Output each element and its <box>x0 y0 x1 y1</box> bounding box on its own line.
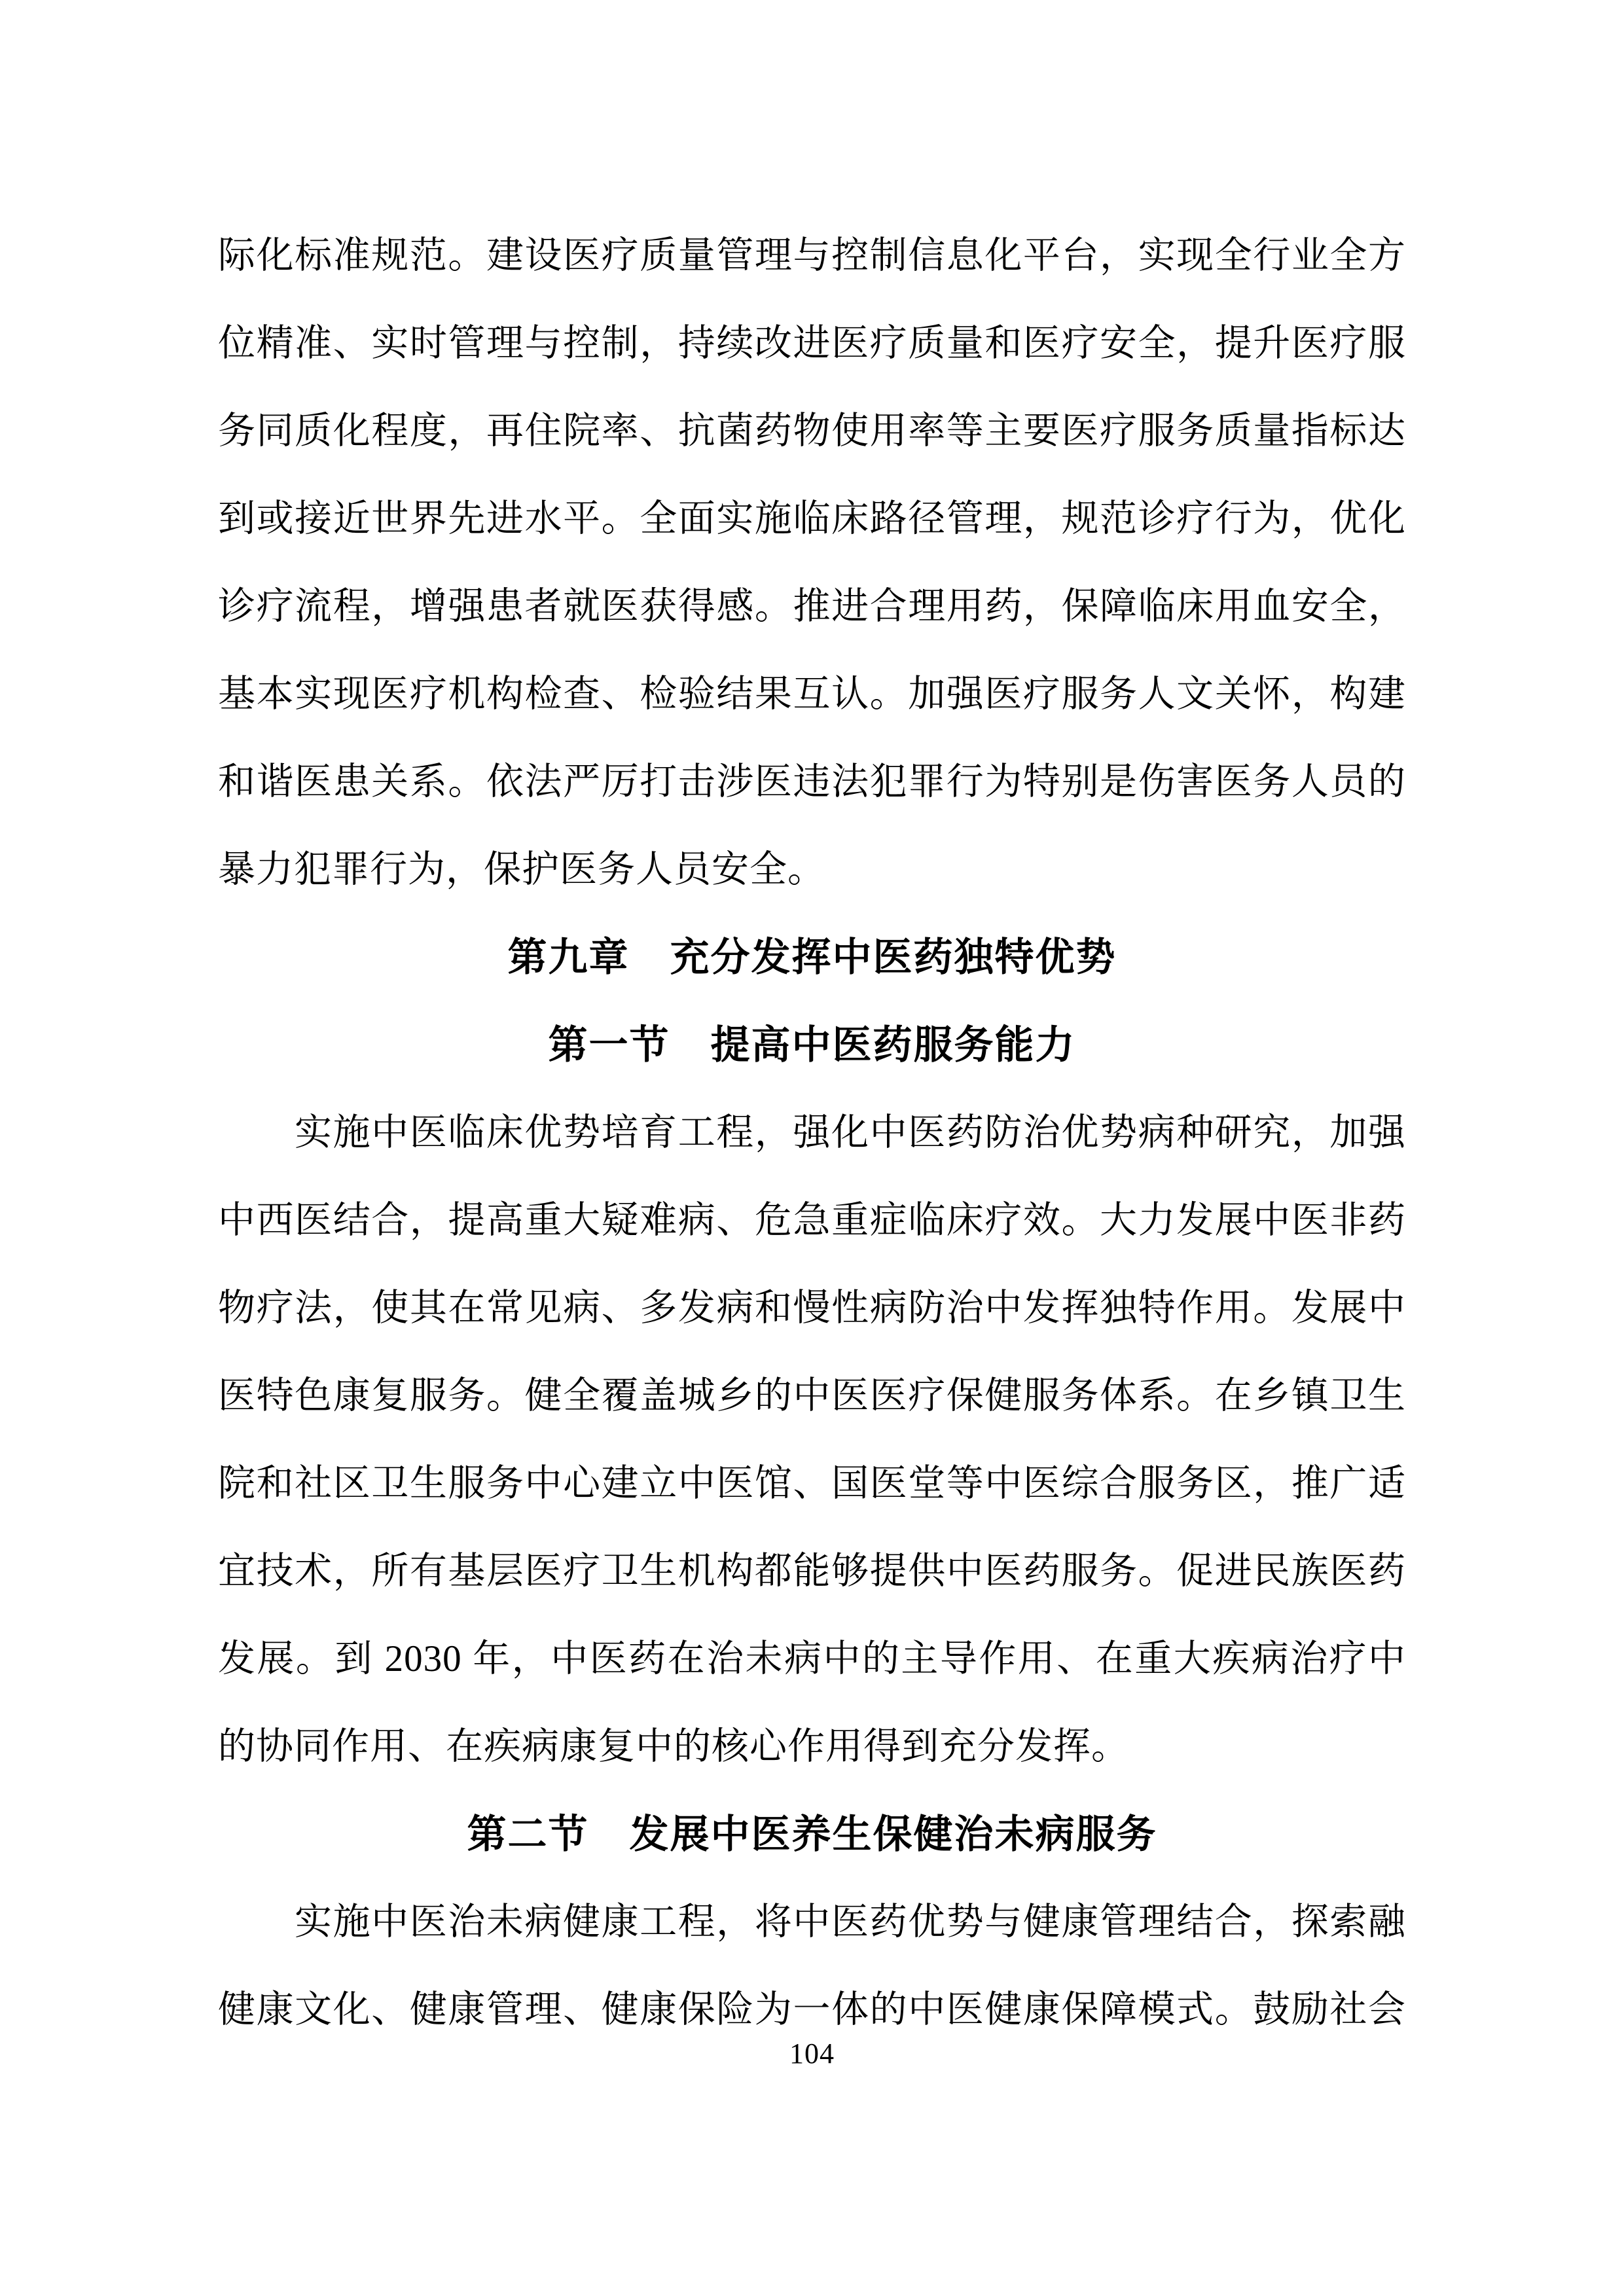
para-b-line-5: 院和社区卫生服务中心建立中医馆、国医堂等中医综合服务区，推广适 <box>218 1463 1406 1504</box>
para-b-line-2: 中西医结合，提高重大疑难病、危急重症临床疗效。大力发展中医非药 <box>218 1200 1406 1241</box>
para-a-line-8: 暴力犯罪行为，保护医务人员安全。 <box>218 849 825 890</box>
para-a-line-6: 基本实现医疗机构检查、检验结果互认。加强医疗服务人文关怀，构建 <box>218 673 1406 715</box>
para-a-line-3: 务同质化程度，再住院率、抗菌药物使用率等主要医疗服务质量指标达 <box>218 410 1406 452</box>
para-a-line-1: 际化标准规范。建设医疗质量管理与控制信息化平台，实现全行业全方 <box>218 235 1406 276</box>
para-c-line-1: 实施中医治未病健康工程，将中医药优势与健康管理结合，探索融 <box>295 1901 1406 1943</box>
page-body <box>218 212 1406 2054</box>
para-c-line-2: 健康文化、健康管理、健康保险为一体的中医健康保障模式。鼓励社会 <box>218 1989 1406 2030</box>
chapter-heading: 第九章 充分发挥中医药独特优势 <box>507 936 1117 979</box>
section-2-heading: 第二节 发展中医养生保健治未病服务 <box>467 1813 1157 1856</box>
para-b-line-8: 的协同作用、在疾病康复中的核心作用得到充分发挥。 <box>218 1726 1129 1767</box>
para-b-line-1: 实施中医临床优势培育工程，强化中医药防治优势病种研究，加强 <box>295 1112 1406 1153</box>
para-b-line-6: 宜技术，所有基层医疗卫生机构都能够提供中医药服务。促进民族医药 <box>218 1551 1406 1592</box>
para-a-line-5: 诊疗流程，增强患者就医获得感。推进合理用药，保障临床用血安全， <box>218 586 1406 627</box>
para-a-line-2: 位精准、实时管理与控制，持续改进医疗质量和医疗安全，提升医疗服 <box>218 323 1406 364</box>
section-1-heading: 第一节 提高中医药服务能力 <box>548 1024 1076 1067</box>
para-a-line-7: 和谐医患关系。依法严厉打击涉医违法犯罪行为特别是伤害医务人员的 <box>218 761 1406 802</box>
page-number: 104 <box>789 2037 835 2070</box>
para-a-line-4: 到或接近世界先进水平。全面实施临床路径管理，规范诊疗行为，优化 <box>218 498 1406 539</box>
para-b-line-3: 物疗法，使其在常见病、多发病和慢性病防治中发挥独特作用。发展中 <box>218 1287 1406 1329</box>
para-b-line-4: 医特色康复服务。健全覆盖城乡的中医医疗保健服务体系。在乡镇卫生 <box>218 1375 1406 1416</box>
page-footer <box>0 2037 1624 2071</box>
para-b-line-7: 发展。到 2030 年，中医药在治未病中的主导作用、在重大疾病治疗中 <box>218 1638 1406 1679</box>
